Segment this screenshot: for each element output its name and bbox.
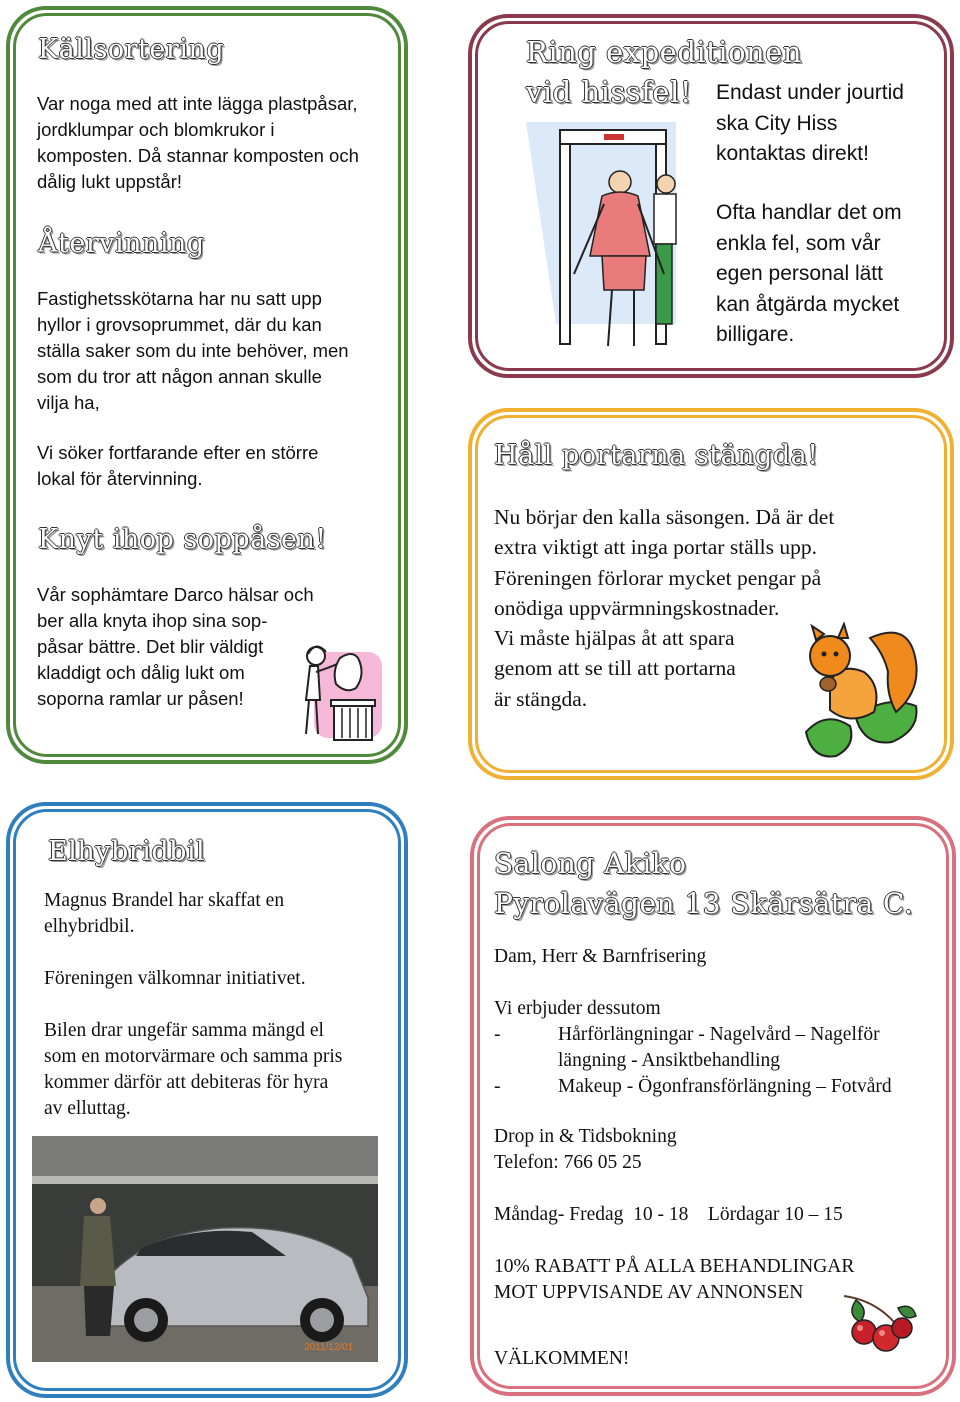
salong-offer-item-1: - Hårförlängningar - Nagelvård – Nagelför <box>494 1024 880 1045</box>
hall-portarna-panel <box>468 408 954 780</box>
ring-title: Ring expeditionen vid hissfel! <box>526 35 803 109</box>
kallsortering-panel <box>6 6 408 764</box>
salong-offers: Vi erbjuder dessutom - Hårförlängningar - Nagelvård – Nagelför längning - Ansiktbehandling - Makeup - Ögonfransförlängning – Fotvård <box>494 996 892 1100</box>
elhybridbil-panel <box>6 802 408 1398</box>
salong-welcome: VÄLKOMMEN! <box>494 1348 630 1369</box>
salong-contact: Drop in & Tidsbokning Telefon: 766 05 25 <box>494 1126 677 1173</box>
elhybrid-text-3: Bilen drar ungefär samma mängd el som en motorvärmare och samma pris kommer därför att debiteras för hyra av elluttag. <box>44 1020 343 1119</box>
hall-text: Nu börjar den kalla säsongen. Då är det extra viktigt att inga portar ställs upp. Föreningen förlorar mycket pengar på onödiga uppvärmningskostnader. Vi måste hjälpas åt att spara genom att se till att portarna är stängda. <box>494 505 835 711</box>
trash-lady-illustration <box>294 634 386 746</box>
kallsortering-title: Källsortering <box>38 34 225 65</box>
ring-text-1: Endast under jourtid ska City Hiss kontaktas direkt! <box>716 81 904 165</box>
elhybrid-text-1: Magnus Brandel har skaffat en elhybridbil. <box>44 890 285 937</box>
salong-discount: 10% RABATT PÅ ALLA BEHANDLINGAR MOT UPPVISANDE AV ANNONSEN <box>494 1256 855 1303</box>
knyt-title: Knyt ihop soppåsen! <box>38 524 327 555</box>
elhybrid-text-2: Föreningen välkomnar initiativet. <box>44 968 306 989</box>
atervinning-text: Fastighetsskötarna har nu satt upp hyllor i grovsoprummet, där du kan ställa saker som du inte behöver, men som du tror att någon annan skulle vilja ha, <box>37 288 349 413</box>
elhybrid-title: Elhybridbil <box>48 836 206 867</box>
salong-hours: Måndag- Fredag 10 - 18 Lördagar 10 – 15 <box>494 1204 843 1225</box>
hall-title: Håll portarna stängda! <box>494 440 819 471</box>
knyt-text: Vår sophämtare Darco hälsar och ber alla knyta ihop sina sop- påsar bättre. Det blir väldigt kladdigt och dålig lukt om soporna ramlar ur påsen! <box>37 584 314 709</box>
squirrel-illustration <box>800 622 926 762</box>
salong-offer-item-2: - Makeup - Ögonfransförlängning – Fotvård <box>494 1076 892 1097</box>
car-photo <box>32 1136 378 1362</box>
atervinning-text-2: Vi söker fortfarande efter en större lokal för återvinning. <box>37 442 319 489</box>
elevator-illustration <box>516 114 686 359</box>
ring-text-2: Ofta handlar det om enkla fel, som vår egen personal lätt kan åtgärda mycket billigare. <box>716 201 902 346</box>
atervinning-title: Återvinning <box>38 228 205 259</box>
photo-date-stamp: 2011/12/01 <box>304 1342 354 1353</box>
berries-illustration <box>836 1290 920 1362</box>
ring-expeditionen-panel <box>468 14 954 378</box>
salong-akiko-panel <box>470 816 956 1396</box>
salong-title: Salong Akiko Pyrolavägen 13 Skärsätra C. <box>494 847 914 920</box>
kallsortering-text: Var noga med att inte lägga plastpåsar, jordklumpar och blomkrukor i komposten. Då stannar komposten och dålig lukt uppstår! <box>37 93 359 192</box>
salong-services: Dam, Herr & Barnfrisering <box>494 946 707 967</box>
salong-offer-item-1-cont: längning - Ansiktbehandling <box>558 1050 781 1071</box>
